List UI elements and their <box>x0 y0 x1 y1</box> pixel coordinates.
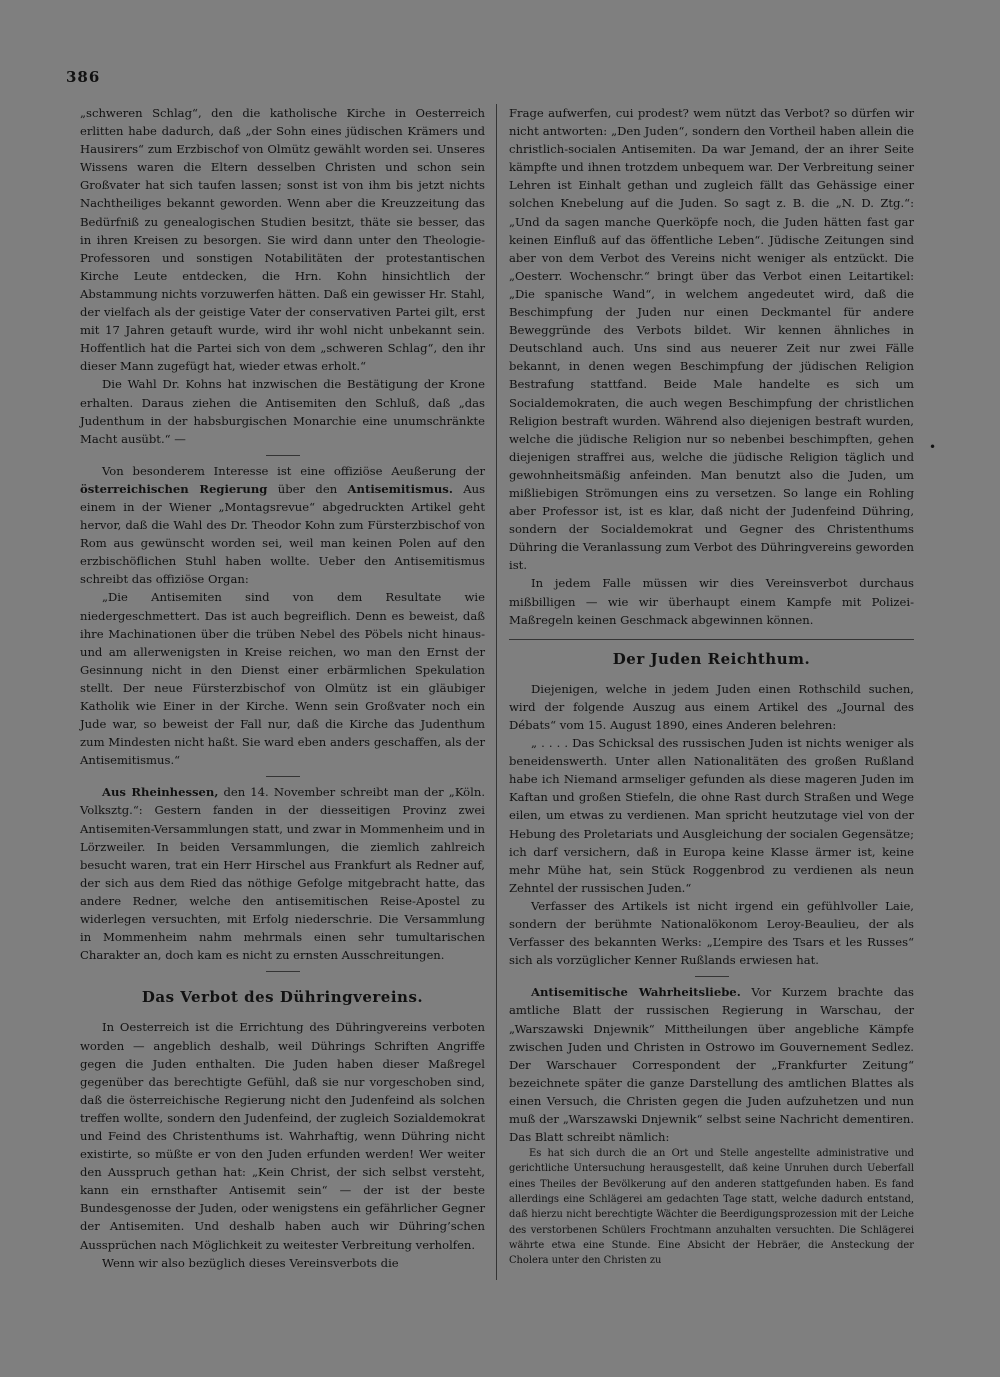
bold-text: österreichischen Regierung <box>80 481 268 496</box>
section-heading: Das Verbot des Dühringvereins. <box>141 988 424 1007</box>
paragraph: „Die Antisemiten sind von dem Resultate wie niedergeschmettert. Das ist auch begreiflich. Denn es beweist, daß ihre Machinationen über die trüben Nebel des Pöbels nicht hinaus- und am allerwenigsten in Kreise reichen, wo man den Ernst der Gesinnung nicht in den Dienst einer erbärmlichen Spekulation stellt. Der neue Fürsterzbischof von Olmütz ist ein gläubiger Katholik wie Einer in der Kirche. Wenn sein Großvater noch ein Jude war, so beweist der Fall nur, daß die Kirche das Judenthum zum Mindesten nicht haßt. Sie ward eben anders geschaffen, als der Antisemitismus.“ <box>80 590 485 768</box>
paragraph: Verfasser des Artikels ist nicht irgend ein gefühlvoller Laie, sondern der berühmte Nationalökonom Leroy-Beaulieu, der als Verfasser des bekannten Werks: „L’empire des Tsars et les Russes“ sich als vorzüglicher Kenner Rußlands erwiesen hat. <box>509 898 914 968</box>
column-divider <box>496 104 497 1280</box>
bold-text: Aus Rheinhessen, <box>102 785 219 800</box>
separator <box>80 769 485 783</box>
text-segment: Vor Kurzem brachte das amtliche Blatt der russischen Regierung in Warschau, der „Warszawski Dnjewnik“ Mittheilungen über angebliche Kämpfe zwischen Juden und Christen in Ostrowo im Gouvernement Sedlez. Der Warschauer Correspondent der „Frankfurter Zeitung“ bezeichnete später die ganze Darstellung des amtlichen Blattes als einen Versuch, die Christen gegen die Juden aufzuhetzen und nun muß der „Warszawski Dnjewnik“ selbst seine Nachricht dementiren. Das Blatt schreibt nämlich: <box>509 985 915 1145</box>
left-column <box>80 104 485 1272</box>
paragraph: Frage aufwerfen, cui prodest? wem nützt das Verbot? so dürfen wir nicht antworten: „Den Juden“, sondern den Vortheil haben allein die christlich-socialen Antisemiten. Da war Jemand, der an ihrer Seite kämpfte und ihnen trotzdem unbequem war. Der Verbreitung seiner Lehren ist Einhalt gethan und zugleich fällt das Gehässige einer solchen Knebelung auf die Juden. So sagt z. B. die „N. D. Ztg.“: „Und da sagen manche Querköpfe noch, die Juden hätten fast gar keinen Einfluß auf das öffentliche Leben“. Jüdische Zeitungen sind aber von dem Verbot des Vereins nicht weniger als entzückt. Die „Oesterr. Wochenschr.“ bringt über das Verbot einen Leitartikel: „Die spanische Wand“, in welchem angedeutet wird, daß die Beschimpfung der Juden nur einen Deckmantel für andere Beweggründe des Verbots bildet. Wir kennen ähnliches in Deutschland auch. Uns sind aus neuerer Zeit nur zwei Fälle bekannt, in denen wegen Beschimpfung der jüdischen Religion Bestrafung stattfand. Beide Male handelte es sich um Socialdemokraten, die auch wegen Beschimpfung der christlichen Religion bestraft wurden. Während also diejenigen bestraft wurden, welche die jüdische Religion nur so nebenbei beschimpften, gehen diejenigen straffrei aus, welche die jüdische Religion täglich und gewohnheitsmäßig anfeinden. Man benutzt also die Juden, um mißliebigen Strömungen eins zu versetzen. So lange ein Rohling aber Professor ist, ist es klar, daß nicht der Judenfeind Dühring, sondern der Socialdemokrat und Gegner des Christenthums Dühring die Veranlassung zum Verbot des Dühringvereins geworden ist. <box>509 106 914 573</box>
bold-text: Antisemitismus. <box>347 481 453 496</box>
paragraph: In jedem Falle müssen wir dies Vereinsverbot durchaus mißbilligen — wie wir überhaupt einem Kampfe mit Polizei-Maßregeln keinen Geschmack abgewinnen können. <box>509 576 914 627</box>
separator <box>80 964 485 978</box>
paragraph <box>80 783 485 964</box>
margin-mark: • <box>929 440 937 454</box>
bold-text: Antisemitische Wahrheitsliebe. <box>531 985 741 1000</box>
paragraph: „ . . . . Das Schicksal des russischen Juden ist nichts weniger als beneidenswerth. Unter allen Nationalitäten des großen Rußland habe ich Niemand armseliger gefunden als diese mageren Juden im Kaftan und großen Stiefeln, die ohne Rast durch Straßen und Wege eilen, um etwas zu verdienen. Man spricht heutzutage viel von der Hebung des Proletariats und Ausgleichung der socialen Gegensätze; ich darf versichern, daß in Europa keine Klasse ärmer ist, keine mehr Mühe hat, sein Stück Roggenbrod zu verdienen als neun Zehntel der russischen Juden.“ <box>509 736 914 895</box>
section-heading: Der Juden Reichthum. <box>612 649 811 668</box>
quoted-small-paragraph: Es hat sich durch die an Ort und Stelle angestellte administrative und gerichtliche Untersuchung herausgestellt, daß keine Unruhen durch Ueberfall eines Theiles der Bevölkerung auf den anderen stattgefunden haben. Es fand allerdings eine Schlägerei am gedachten Tage statt, welche dadurch entstand, daß hierzu nicht berechtigte Wächter die Beerdigungsprozession mit der Leiche des verstorbenen Schülers Frochtmann anzuhalten versuchten. Die Schlägerei währte etwa eine Stunde. Eine Absicht der Hebräer, die Ansteckung der Cholera unter den Christen zu <box>509 1148 914 1267</box>
separator <box>80 448 485 462</box>
paragraph: Die Wahl Dr. Kohns hat inzwischen die Bestätigung der Krone erhalten. Daraus ziehen die Antisemiten den Schluß, daß „das Judenthum in der habsburgischen Monarchie eine unumschränkte Macht ausübt.“ — <box>80 377 485 446</box>
text-segment: den 14. November schreibt man der „Köln. Volksztg.“: Gestern fanden in der diesseitigen Provinz zwei Antisemiten-Versammlungen statt, und zwar in Mommenheim und in Lörzweiler. In beiden Versammlungen, die ziemlich zahlreich besucht waren, trat ein Herr Hirschel aus Frankfurt als Redner auf, der sich aus dem Ried das nöthige Gefolge mitgebracht hatte, das andere Redner, welche den antisemitischen Reise-Apostel zu widerlegen versuchten, mit Erfolg niederschrie. Die Versammlung in Mommenheim nahm mehrmals einen sehr tumultarischen Charakter an, doch kam es nicht zu ernsten Ausschreitungen. <box>80 785 486 963</box>
paragraph: In Oesterreich ist die Errichtung des Dühringvereins verboten worden — angeblich deshalb, weil Dührings Schriften Angriffe gegen die Juden enthalten. Die Juden haben dieser Maßregel gegenüber das berechtigte Gefühl, daß sie nur vorgeschoben sind, daß die österreichische Regierung nicht den Judenfeind als solchen treffen wollte, sondern den Judenfeind, der zugleich Sozialdemokrat und Feind des Christenthums ist. Wahrhaftig, wenn Dühring nicht existirte, so müßte er von den Juden erfunden werden! Wer weiter den Ausspruch gethan hat: „Kein Christ, der sich selbst versteht, kann ein ernsthafter Antisemit sein“ — der ist der beste Bundesgenosse der Juden, oder wenigstens ein gefährlicher Gegner der Antisemiten. Und deshalb haben auch wir Dühring’schen Aussprüchen nach Möglichkeit zu weitester Verbreitung verholfen. <box>80 1020 485 1252</box>
right-column <box>509 104 914 1269</box>
text-segment: Von besonderem Interesse ist eine offiziöse Aeußerung der <box>102 463 485 478</box>
paragraph <box>509 983 914 1146</box>
paragraph: Wenn wir also bezüglich dieses Vereinsverbots die <box>102 1255 399 1270</box>
section-rule <box>509 639 914 640</box>
paragraph: Diejenigen, welche in jedem Juden einen Rothschild suchen, wird der folgende Auszug aus einem Artikel des „Journal des Débats“ vom 15. August 1890, eines Anderen belehren: <box>509 681 914 732</box>
page-number: 386 <box>66 68 101 86</box>
text-segment: Aus einem in der Wiener „Montagsrevue“ abgedruckten Artikel geht hervor, daß die Wahl des Dr. Theodor Kohn zum Fürsterzbischof von Rom aus gewünscht worden sei, weil man keinen Polen auf den erzbischöflichen Stuhl haben wollte. Ueber den Antisemitismus schreibt das offiziöse Organ: <box>80 481 486 587</box>
paragraph <box>80 462 485 589</box>
separator <box>509 969 914 983</box>
paragraph: „schweren Schlag“, den die katholische Kirche in Oesterreich erlitten habe dadurch, daß „der Sohn eines jüdischen Krämers und Hausirers“ zum Erzbischof von Olmütz gewählt worden sei. Unseres Wissens waren die Eltern desselben Christen und schon sein Großvater hat sich taufen lassen; sonst ist von ihm bis jetzt nichts Nachtheiliges bekannt geworden. Wenn aber die Kreuzzeitung das Bedürfniß zu genealogischen Studien besitzt, thäte sie besser, das in ihren Kreisen zu besorgen. Sie wird dann unter den Theologie-Professoren und sonstigen Notabilitäten der protestantischen Kirche Leute entdecken, die Hrn. Kohn hinsichtlich der Abstammung nichts vorzuwerfen hätten. Daß ein gewisser Hr. Stahl, der vielfach als der geistige Vater der conservativen Partei gilt, erst mit 17 Jahren getauft wurde, wird ihr wohl nicht unbekannt sein. Hoffentlich hat die Partei sich von dem „schweren Schlag“, den ihr dieser Mann zugefügt hat, wieder etwas erholt.“ <box>80 106 485 374</box>
text-segment: über den <box>277 481 338 496</box>
